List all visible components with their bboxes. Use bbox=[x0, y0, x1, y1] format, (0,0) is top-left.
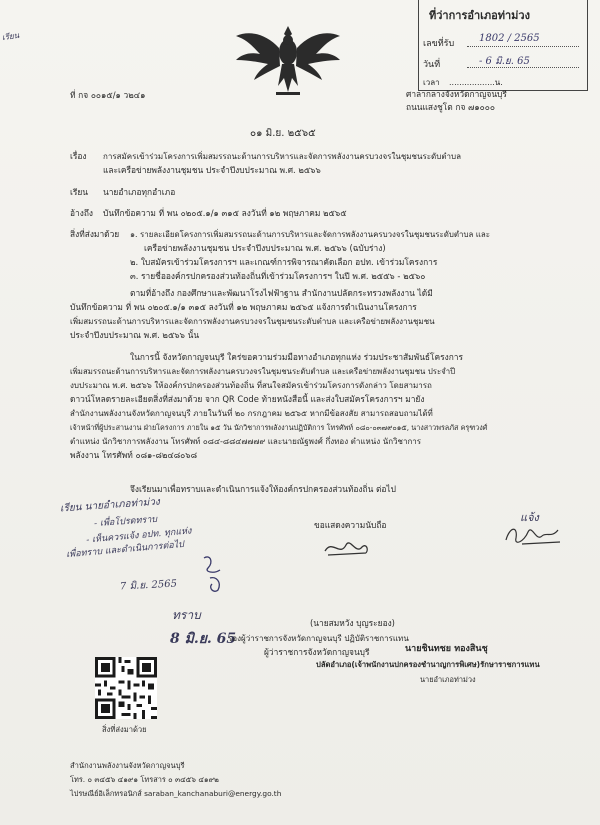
enclosure-3: ๓. รายชื่อองค์กรปกครองส่วนท้องถิ่นที่เข้าร่วมโครงการฯ ในปี พ.ศ. ๒๕๕๖ - ๒๕๖๐ bbox=[130, 271, 426, 281]
enclosure-2: ๒. ใบสมัครเข้าร่วมโครงการฯ และเกณฑ์การพิจารณาคัดเลือก อปท. เข้าร่วมโครงการ bbox=[130, 257, 438, 267]
hand-note-6: ทราบ bbox=[172, 608, 201, 622]
office-name: ศาลากลางจังหวัดกาญจนบุรี bbox=[406, 89, 507, 99]
signer-name: (นายสมหวัง บุญระยอง) bbox=[310, 618, 395, 628]
stamp-receive-label: เลขที่รับ bbox=[423, 39, 455, 49]
ref-number: ที่ กจ ๐๐๑๕/๑ ว๒๔๑ bbox=[70, 90, 146, 100]
hand-note-2: - เพื่อโปรดทราบ bbox=[93, 514, 158, 530]
footer-phone: โทร. ๐ ๓๔๕๖ ๔๑๙๑ โทรสาร ๐ ๓๔๕๖ ๔๑๙๒ bbox=[70, 775, 219, 784]
hand-note-4: เพื่อทราบ และดำเนินการต่อไป bbox=[65, 539, 185, 561]
para1-line4: ประจำปีงบประมาณ พ.ศ. ๒๕๖๖ นั้น bbox=[70, 330, 200, 340]
enclosure-1: ๑. รายละเอียดโครงการเพิ่มสมรรถนะด้านการบริหารและจัดการพลังงานครบวงจรในชุมชนระดับตำบล และ bbox=[130, 230, 490, 239]
district-officer-title: ปลัดอำเภอ(เจ้าพนักงานปกครองชำนาญการพิเศษ)รักษาราชการแทน bbox=[316, 660, 540, 669]
receive-stamp bbox=[418, 0, 588, 91]
enclosure-1b: เครือข่ายพลังงานชุมชน ประจำปีงบประมาณ พ.ศ. ๒๕๖๖ (ฉบับร่าง) bbox=[144, 243, 386, 253]
para2-line3: งบประมาณ พ.ศ. ๒๕๖๖ ให้องค์กรปกครองส่วนท้องถิ่น ที่สนใจสมัครเข้าร่วมโครงการดังกล่าว โดยสามารถ bbox=[70, 381, 432, 390]
para2-line6: เจ้าหน้าที่ผู้ประสานงาน ฝ่ายโครงการ ภายใน ๑๕ วัน นักวิชาการพลังงานปฏิบัติการ โทรศัพท์ ๐๘๐-๐๓๗๙๐๑๕, นางสาวพรลภัส ครุฑวงศ์ bbox=[70, 423, 488, 432]
signer-title: รองผู้ว่าราชการจังหวัดกาญจนบุรี ปฏิบัติราชการแทน bbox=[228, 634, 409, 643]
signer-signature bbox=[322, 535, 372, 561]
stamp-date-label: วันที่ bbox=[423, 60, 441, 70]
district-officer-title2: นายอำเภอท่าม่วง bbox=[420, 675, 476, 684]
district-officer-name: นายชินทชย ทองสินชุ bbox=[405, 644, 488, 654]
subject-label: เรื่อง bbox=[70, 151, 87, 161]
regards-line: ขอแสดงความนับถือ bbox=[314, 520, 387, 530]
hand-note-3: - เห็นควรแจ้ง อปท. ทุกแห่ง bbox=[85, 526, 192, 546]
letter-date: ๐๑ มิ.ย. ๒๕๖๕ bbox=[250, 128, 316, 139]
corner-note: เรียน bbox=[1, 30, 20, 43]
stamp-title: ที่ว่าการอำเภอท่าม่วง bbox=[429, 9, 530, 22]
hand-note-7: 8 มิ.ย. 65 bbox=[170, 631, 237, 647]
office-address: ถนนแสงชูโต กจ ๗๑๐๐๐ bbox=[406, 102, 495, 112]
hand-note-5: 7 มิ.ย. 2565 bbox=[119, 578, 178, 593]
para2-line5: สำนักงานพลังงานจังหวัดกาญจนบุรี ภายในวันที่ ๒๐ กรกฎาคม ๒๕๖๕ หากมีข้อสงสัย สามารถสอบถามได้ที่ bbox=[70, 409, 433, 418]
to-recipient: นายอำเภอทุกอำเภอ bbox=[103, 187, 176, 197]
garuda-emblem-icon bbox=[232, 18, 344, 100]
para2-line4: ดาวน์โหลดรายละเอียดสิ่งที่ส่งมาด้วย จาก QR Code ท้ายหนังสือนี้ และส่งใบสมัครโครงการฯ มายัง bbox=[70, 394, 425, 404]
subject-line2: และเครือข่ายพลังงานชุมชน ประจำปีงบประมาณ พ.ศ. ๒๕๖๖ bbox=[103, 165, 321, 175]
para2-line7: ตำแหน่ง นักวิชาการพลังงาน โทรศัพท์ ๐๘๔-๘๘๔๗๗๗๙ และนายณัฐพงศ์ กึ่งทอง ตำแหน่ง นักวิชาการ bbox=[70, 437, 422, 446]
hand-note-1: เรียน นายอำเภอท่าม่วง bbox=[59, 496, 161, 515]
para2-line8: พลังงาน โทรศัพท์ ๐๘๑-๘๒๔๘๐๖๘ bbox=[70, 450, 198, 460]
para1-line1: ตามที่อ้างถึง กองศึกษาและพัฒนาโรงไฟฟ้าฐาน สำนักงานปลัดกระทรวงพลังงาน ได้มี bbox=[130, 288, 433, 298]
subject-line1: การสมัครเข้าร่วมโครงการเพิ่มสมรรถนะด้านการบริหารและจัดการพลังงานครบวงจรในชุมชนระดับตำบล bbox=[103, 152, 461, 161]
ref-label: อ้างถึง bbox=[70, 208, 93, 218]
para2-line1: ในการนี้ จังหวัดกาญจนบุรี ใคร่ขอความร่วมมือทางอำเภอทุกแห่ง ร่วมประชาสัมพันธ์โครงการ bbox=[130, 352, 463, 362]
district-signature bbox=[502, 520, 566, 550]
closing-line: จึงเรียนมาเพื่อทราบและดำเนินการแจ้งให้องค์กรปกครองส่วนท้องถิ่น ต่อไป bbox=[130, 484, 396, 494]
stamp-time-label: เวลา bbox=[423, 78, 440, 87]
stamp-time-value: ..................น. bbox=[449, 78, 503, 87]
to-label: เรียน bbox=[70, 187, 88, 197]
signer-title2: ผู้ว่าราชการจังหวัดกาญจนบุรี bbox=[264, 647, 370, 657]
hand-note-right: แจ้ง bbox=[520, 511, 539, 524]
stamp-receive-value: 1802 / 2565 bbox=[479, 33, 540, 44]
stamp-date-value: - 6 มิ.ย. 65 bbox=[479, 56, 530, 67]
ref-text: บันทึกข้อความ ที่ พน ๐๒๐๕.๑/๑ ๓๑๕ ลงวันที่ ๑๒ พฤษภาคม ๒๕๖๕ bbox=[103, 208, 347, 218]
para1-line2: บันทึกข้อความ ที่ พน ๐๒๐๕.๑/๑ ๓๑๕ ลงวันที่ ๑๒ พฤษภาคม ๒๕๖๕ แจ้งการดำเนินงานโครงการ bbox=[70, 302, 417, 312]
enclosure-label: สิ่งที่ส่งมาด้วย bbox=[70, 229, 120, 239]
para1-line3: เพิ่มสมรรถนะด้านการบริหารและจัดการพลังงานครบวงจรในชุมชนระดับตำบล และเครือข่ายพลังงานชุมชน bbox=[70, 317, 435, 326]
footer-email: ไปรษณีย์อิเล็กทรอนิกส์ saraban_kanchanaburi@energy.go.th bbox=[70, 789, 282, 798]
qr-caption: สิ่งที่ส่งมาด้วย bbox=[102, 725, 147, 734]
qr-code-icon bbox=[95, 657, 157, 719]
para2-line2: เพิ่มสมรรถนะด้านการบริหารและจัดการพลังงานครบวงจรในชุมชนระดับตำบล และเครือข่ายพลังงานชุมชน ประจำปี bbox=[70, 367, 456, 376]
handwritten-signature-small bbox=[200, 552, 232, 596]
footer-office: สำนักงานพลังงานจังหวัดกาญจนบุรี bbox=[70, 761, 185, 770]
